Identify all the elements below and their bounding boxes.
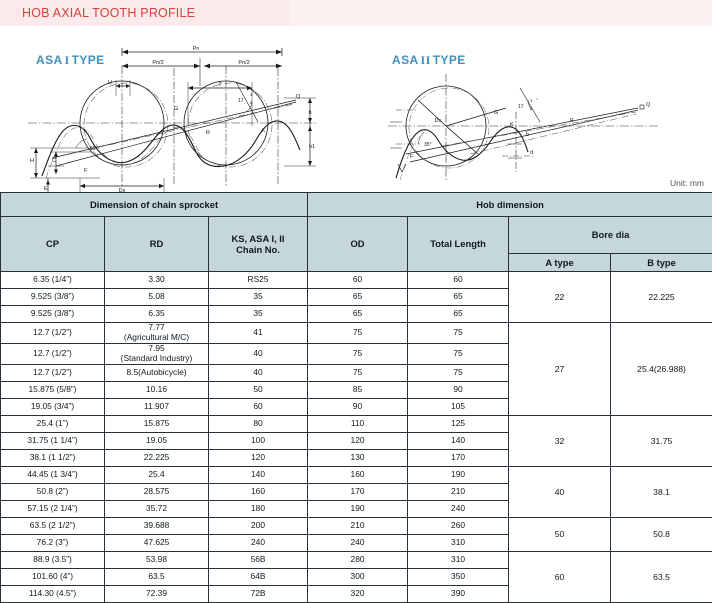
col-header-rd: RD bbox=[105, 217, 209, 272]
cell-rd: 5.08 bbox=[105, 289, 209, 306]
col-header-total-length: Total Length bbox=[408, 217, 509, 272]
cell-chain-no: 56B bbox=[209, 551, 308, 568]
cell-total-length: 210 bbox=[408, 483, 509, 500]
label-17-half-num: 1 bbox=[250, 92, 253, 97]
group-header-hob: Hob dimension bbox=[308, 193, 712, 217]
cell-rd: 28.575 bbox=[105, 483, 209, 500]
table-row bbox=[1, 517, 712, 534]
asa-ii-prefix: ASA bbox=[392, 53, 419, 67]
cell-cp: 31.75 (1 1/4”) bbox=[1, 432, 105, 449]
cell-bore-b-type: 50.8 bbox=[611, 517, 712, 551]
label-17-half-den: 2 bbox=[250, 100, 253, 105]
cell-cp: 19.05 (3/4”) bbox=[1, 398, 105, 415]
label-r-right: R bbox=[570, 118, 574, 124]
table-head bbox=[1, 193, 712, 272]
cell-rd: 6.35 bbox=[105, 306, 209, 323]
cell-rd: 47.625 bbox=[105, 534, 209, 551]
label-deg-sign: ° bbox=[256, 92, 258, 97]
col-header-cp: CP bbox=[1, 217, 105, 272]
cell-rd-note: (Agricultural M/C) bbox=[107, 333, 206, 343]
cell-cp: 50.8 (2”) bbox=[1, 483, 105, 500]
cell-od: 300 bbox=[308, 568, 408, 585]
cell-cp: 6.35 (1/4”) bbox=[1, 272, 105, 289]
cell-chain-no: 35 bbox=[209, 306, 308, 323]
label-q-right: Q bbox=[646, 102, 651, 108]
cell-chain-no: 72B bbox=[209, 585, 308, 602]
cell-chain-no: 160 bbox=[209, 483, 308, 500]
cell-total-length: 75 bbox=[408, 364, 509, 381]
cell-cp: 76.2 (3”) bbox=[1, 534, 105, 551]
cell-rd: 10.16 bbox=[105, 381, 209, 398]
cell-rd: 19.05 bbox=[105, 432, 209, 449]
cell-chain-no: 120 bbox=[209, 449, 308, 466]
label-d-right: d bbox=[530, 150, 533, 156]
label-f: F bbox=[84, 168, 88, 174]
label-u: U bbox=[108, 80, 112, 86]
cell-cp: 15.875 (5/8”) bbox=[1, 381, 105, 398]
cell-od: 65 bbox=[308, 306, 408, 323]
diagram-area bbox=[0, 26, 712, 192]
cell-bore-b-type: 38.1 bbox=[611, 466, 712, 517]
cell-od: 85 bbox=[308, 381, 408, 398]
label-pn-half-left: Pn/2 bbox=[152, 60, 163, 66]
cell-od: 160 bbox=[308, 466, 408, 483]
cell-chain-no: 40 bbox=[209, 343, 308, 364]
cell-total-length: 60 bbox=[408, 272, 509, 289]
table-row bbox=[1, 272, 712, 289]
table-row bbox=[1, 415, 712, 432]
table-row bbox=[1, 551, 712, 568]
cell-cp: 12.7 (1/2”) bbox=[1, 323, 105, 344]
column-header-row bbox=[1, 217, 712, 254]
cell-bore-b-type: 22.225 bbox=[611, 272, 712, 323]
table-row bbox=[1, 323, 712, 344]
cell-total-length: 350 bbox=[408, 568, 509, 585]
cell-total-length: 65 bbox=[408, 289, 509, 306]
cell-bore-a-type: 60 bbox=[509, 551, 611, 602]
cell-bore-b-type: 63.5 bbox=[611, 551, 712, 602]
label-55-deg: 55° bbox=[90, 146, 98, 152]
label-h-small: h bbox=[308, 110, 311, 116]
cell-cp: 44.45 (1 3/4”) bbox=[1, 466, 105, 483]
cell-total-length: 390 bbox=[408, 585, 509, 602]
label-17-half-deg: 17 bbox=[238, 98, 244, 104]
col-header-b-type: B type bbox=[611, 254, 712, 272]
page-title: HOB AXIAL TOOTH PROFILE bbox=[22, 6, 195, 20]
cell-bore-a-type: 27 bbox=[509, 323, 611, 416]
cell-chain-no: 80 bbox=[209, 415, 308, 432]
label-pn-half-right: Pn/2 bbox=[238, 60, 249, 66]
cell-total-length: 310 bbox=[408, 551, 509, 568]
label-ds: Ds bbox=[119, 188, 126, 192]
cell-cp: 57.15 (2 1/4”) bbox=[1, 500, 105, 517]
chain-no-line1: KS, ASA I, II bbox=[232, 233, 285, 244]
cell-bore-b-value: 25.4 bbox=[637, 364, 654, 374]
label-17-half-num-right: 1 bbox=[530, 98, 533, 103]
cell-cp: 12.7 (1/2”) bbox=[1, 364, 105, 381]
label-t: T bbox=[218, 82, 222, 88]
unit-note: Unit: mm bbox=[670, 178, 704, 188]
asa-ii-roman: II bbox=[419, 53, 433, 67]
asa-i-roman: I bbox=[63, 53, 72, 67]
cell-total-length: 75 bbox=[408, 343, 509, 364]
cell-total-length: 105 bbox=[408, 398, 509, 415]
cell-chain-no: RS25 bbox=[209, 272, 308, 289]
cell-od: 110 bbox=[308, 415, 408, 432]
cell-rd: 15.875 bbox=[105, 415, 209, 432]
cell-od: 75 bbox=[308, 364, 408, 381]
label-q: Q bbox=[296, 94, 301, 100]
cell-total-length: 75 bbox=[408, 323, 509, 344]
cell-bore-b-alt: (26.988) bbox=[654, 364, 686, 374]
asa-ii-tooth-profile-drawing bbox=[0, 26, 712, 192]
cell-chain-no: 40 bbox=[209, 364, 308, 381]
cell-rd: 25.4 bbox=[105, 466, 209, 483]
chain-no-line2: Chain No. bbox=[236, 244, 280, 255]
label-k-left: K bbox=[262, 128, 266, 134]
cell-total-length: 190 bbox=[408, 466, 509, 483]
cell-chain-no: 64B bbox=[209, 568, 308, 585]
cell-cp: 101.60 (4”) bbox=[1, 568, 105, 585]
asa-i-prefix: ASA bbox=[36, 53, 63, 67]
label-17-half-deg-right: 17 bbox=[518, 104, 524, 110]
cell-rd: 11.907 bbox=[105, 398, 209, 415]
label-f-right: F bbox=[410, 154, 414, 160]
cell-cp: 63.5 (2 1/2”) bbox=[1, 517, 105, 534]
cell-od: 75 bbox=[308, 323, 408, 344]
cell-rd: 63.5 bbox=[105, 568, 209, 585]
spec-table-wrapper bbox=[0, 192, 712, 603]
cell-rd: 39.688 bbox=[105, 517, 209, 534]
cell-chain-no: 50 bbox=[209, 381, 308, 398]
cell-od: 65 bbox=[308, 289, 408, 306]
cell-rd bbox=[105, 323, 209, 344]
cell-chain-no: 60 bbox=[209, 398, 308, 415]
cell-od: 320 bbox=[308, 585, 408, 602]
asa-ii-suffix: TYPE bbox=[433, 53, 466, 67]
cell-chain-no: 41 bbox=[209, 323, 308, 344]
cell-total-length: 65 bbox=[408, 306, 509, 323]
label-g: G bbox=[174, 106, 178, 112]
label-r: R bbox=[206, 130, 210, 136]
cell-chain-no: 180 bbox=[209, 500, 308, 517]
cell-bore-a-type: 40 bbox=[509, 466, 611, 517]
cell-bore-a-type: 50 bbox=[509, 517, 611, 551]
cell-rd: 3.30 bbox=[105, 272, 209, 289]
label-c: C bbox=[52, 158, 56, 164]
cell-od: 75 bbox=[308, 343, 408, 364]
cell-rd: 72.39 bbox=[105, 585, 209, 602]
cell-bore-a-type: 32 bbox=[509, 415, 611, 466]
hob-dimension-table bbox=[0, 192, 712, 603]
cell-cp: 12.7 (1/2”) bbox=[1, 343, 105, 364]
cell-od: 90 bbox=[308, 398, 408, 415]
cell-total-length: 240 bbox=[408, 500, 509, 517]
cell-od: 170 bbox=[308, 483, 408, 500]
cell-total-length: 90 bbox=[408, 381, 509, 398]
cell-od: 120 bbox=[308, 432, 408, 449]
cell-bore-b-type: 31.75 bbox=[611, 415, 712, 466]
cell-cp: 9.525 (3/8”) bbox=[1, 306, 105, 323]
cell-rd: 8.5(Autobicycle) bbox=[105, 364, 209, 381]
cell-rd: 35.72 bbox=[105, 500, 209, 517]
label-g-right: G bbox=[494, 110, 498, 116]
cell-od: 190 bbox=[308, 500, 408, 517]
cell-od: 130 bbox=[308, 449, 408, 466]
label-17-half-den-right: 2 bbox=[530, 106, 533, 111]
cell-rd: 53.98 bbox=[105, 551, 209, 568]
cell-od: 210 bbox=[308, 517, 408, 534]
cell-rd-value: 7.77 bbox=[107, 323, 206, 333]
label-k-right: K bbox=[510, 122, 514, 128]
cell-cp: 114.30 (4.5”) bbox=[1, 585, 105, 602]
title-band bbox=[0, 0, 712, 26]
label-e: E bbox=[44, 186, 48, 192]
label-ds-right: Ds bbox=[435, 118, 442, 124]
cell-rd: 22.225 bbox=[105, 449, 209, 466]
cell-total-length: 170 bbox=[408, 449, 509, 466]
cell-total-length: 310 bbox=[408, 534, 509, 551]
col-header-a-type: A type bbox=[509, 254, 611, 272]
cell-od: 60 bbox=[308, 272, 408, 289]
cell-cp: 38.1 (1 1/2”) bbox=[1, 449, 105, 466]
cell-bore-b-type bbox=[611, 323, 712, 416]
cell-rd-note: (Standard Industry) bbox=[107, 354, 206, 364]
cell-chain-no: 140 bbox=[209, 466, 308, 483]
group-header-sprocket: Dimension of chain sprocket bbox=[1, 193, 308, 217]
col-header-od: OD bbox=[308, 217, 408, 272]
cell-rd bbox=[105, 343, 209, 364]
label-h1: h1 bbox=[309, 144, 315, 150]
cell-total-length: 140 bbox=[408, 432, 509, 449]
cell-total-length: 260 bbox=[408, 517, 509, 534]
cell-od: 280 bbox=[308, 551, 408, 568]
cell-cp: 88.9 (3.5”) bbox=[1, 551, 105, 568]
table-row bbox=[1, 466, 712, 483]
table-body bbox=[1, 272, 712, 603]
label-pn: Pn bbox=[193, 46, 200, 52]
label-h: H bbox=[30, 158, 34, 164]
asa-i-suffix: TYPE bbox=[72, 53, 105, 67]
cell-cp: 25.4 (1”) bbox=[1, 415, 105, 432]
cell-total-length: 125 bbox=[408, 415, 509, 432]
cell-chain-no: 35 bbox=[209, 289, 308, 306]
col-header-chain-no bbox=[209, 217, 308, 272]
cell-chain-no: 100 bbox=[209, 432, 308, 449]
label-deg-sign-right: ° bbox=[536, 98, 538, 103]
cell-cp: 9.525 (3/8”) bbox=[1, 289, 105, 306]
cell-chain-no: 240 bbox=[209, 534, 308, 551]
cell-chain-no: 200 bbox=[209, 517, 308, 534]
group-header-row bbox=[1, 193, 712, 217]
label-b-right: b bbox=[526, 132, 529, 138]
label-35-deg: 35° bbox=[424, 142, 432, 148]
cell-rd-value: 7.95 bbox=[107, 344, 206, 354]
cell-bore-a-type: 22 bbox=[509, 272, 611, 323]
col-header-bore-dia: Bore dia bbox=[509, 217, 712, 254]
cell-od: 240 bbox=[308, 534, 408, 551]
